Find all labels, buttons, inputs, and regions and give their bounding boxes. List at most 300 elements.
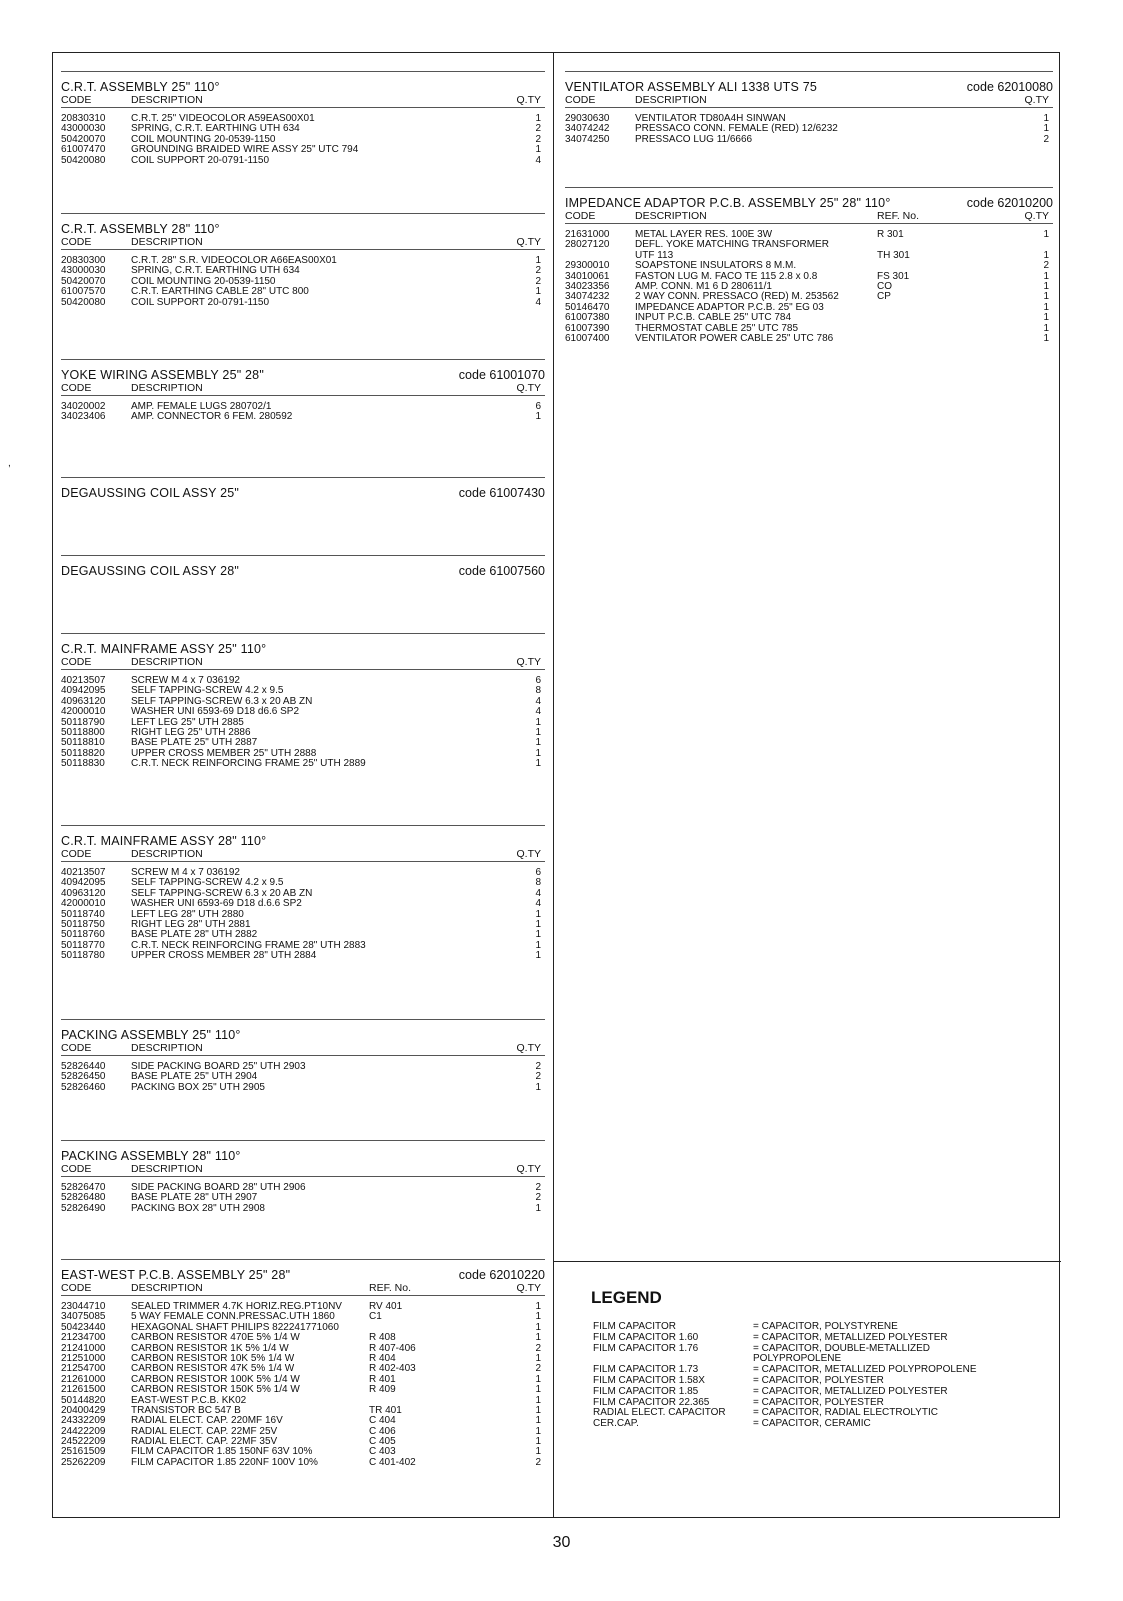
part-qty: 2 <box>535 1456 541 1468</box>
part-qty: 1 <box>535 1321 541 1333</box>
column-headers <box>61 848 545 862</box>
header-description: DESCRIPTION <box>635 210 707 222</box>
part-description: BASE PLATE 25" UTH 2887 <box>131 737 258 749</box>
legend-term: FILM CAPACITOR 1.76 <box>593 1342 699 1354</box>
part-code: 21261500 <box>61 1384 106 1396</box>
part-ref: C 405 <box>369 1436 396 1448</box>
legend-definition: = CAPACITOR, METALLIZED POLYESTER <box>753 1385 948 1397</box>
column-headers <box>61 236 545 250</box>
part-code: 40963120 <box>61 695 106 707</box>
part-code: 34010061 <box>565 270 610 282</box>
parts-section <box>61 1019 545 1093</box>
part-description: SPRING, C.R.T. EARTHING UTH 634 <box>131 265 300 277</box>
parts-section <box>61 1259 545 1468</box>
part-description: UTF 113 <box>635 249 674 261</box>
part-qty: 2 <box>535 133 541 145</box>
legend-entry <box>593 1333 1053 1344</box>
part-description: VENTILATOR TD80A4H SINWAN <box>635 113 786 124</box>
part-code: 40963120 <box>61 887 106 899</box>
part-description: 5 WAY FEMALE CONN.PRESSAC.UTH 1860 <box>131 1311 335 1323</box>
page-frame <box>52 52 1060 1518</box>
parts-section <box>61 1140 545 1214</box>
part-description: RADIAL ELECT. CAP. 22MF 35V <box>131 1436 278 1448</box>
header-description: DESCRIPTION <box>131 236 203 248</box>
section-header <box>61 222 545 236</box>
section-title: C.R.T. ASSEMBLY 28" 110° <box>61 222 220 236</box>
legend-term: FILM CAPACITOR 1.85 <box>593 1385 699 1397</box>
part-qty: 6 <box>535 867 541 878</box>
part-qty: 1 <box>535 737 541 749</box>
legend-definition: POLYPROPOLENE <box>753 1353 842 1365</box>
header-code: CODE <box>61 236 92 248</box>
parts-row <box>61 759 545 769</box>
part-code: 50118790 <box>61 716 105 728</box>
part-code: 52826460 <box>61 1081 106 1093</box>
legend-term: RADIAL ELECT. CAPACITOR <box>593 1407 726 1419</box>
part-qty: 2 <box>1043 133 1049 145</box>
section-rule <box>61 213 545 214</box>
part-qty: 2 <box>535 123 541 135</box>
part-qty: 1 <box>1043 113 1049 124</box>
part-description: CARBON RESISTOR 100K 5% 1/4 W <box>131 1373 300 1385</box>
section-rule <box>565 71 1053 72</box>
part-qty: 1 <box>535 1202 541 1214</box>
part-qty: 6 <box>535 675 541 686</box>
part-code: 34074232 <box>565 291 610 303</box>
part-code: 34074250 <box>565 133 610 145</box>
part-code: 25262209 <box>61 1456 106 1468</box>
part-qty: 1 <box>535 1332 541 1344</box>
parts-section <box>61 825 545 962</box>
parts-row <box>565 334 1053 344</box>
part-qty: 1 <box>1043 322 1049 334</box>
header-code: CODE <box>565 94 596 106</box>
part-code: 20830310 <box>61 113 106 124</box>
parts-row <box>61 145 545 155</box>
header-code: CODE <box>61 848 92 860</box>
part-qty: 4 <box>535 695 541 707</box>
legend-term: FILM CAPACITOR 1.58X <box>593 1374 705 1386</box>
header-ref: REF. No. <box>877 210 920 222</box>
part-description: BASE PLATE 25" UTH 2904 <box>131 1071 258 1083</box>
part-code: 61007570 <box>61 286 106 298</box>
part-description: PACKING BOX 28" UTH 2908 <box>131 1202 265 1214</box>
parts-list <box>61 868 545 962</box>
section-title: PACKING ASSEMBLY 28" 110° <box>61 1149 241 1163</box>
part-ref: R 401 <box>369 1373 396 1385</box>
part-code: 34023406 <box>61 411 106 423</box>
parts-list <box>61 256 545 308</box>
part-code: 20400429 <box>61 1404 106 1416</box>
part-qty: 8 <box>535 685 541 697</box>
part-qty: 1 <box>535 286 541 298</box>
part-code: 21254700 <box>61 1363 106 1375</box>
legend-term: FILM CAPACITOR <box>593 1321 676 1332</box>
legend-definition: = CAPACITOR, DOUBLE-METALLIZED <box>753 1342 930 1354</box>
part-code: 50420080 <box>61 154 106 166</box>
part-code: 40213507 <box>61 675 106 686</box>
part-code: 29030630 <box>565 113 610 124</box>
parts-section <box>61 555 545 578</box>
part-ref: CO <box>877 280 892 292</box>
part-qty: 1 <box>535 758 541 770</box>
part-ref: R 407-406 <box>369 1342 416 1354</box>
section-rule <box>61 1019 545 1020</box>
part-description: RADIAL ELECT. CAP. 22MF 25V <box>131 1425 278 1437</box>
parts-list <box>61 402 545 423</box>
part-ref: CP <box>877 291 891 303</box>
column-headers <box>61 1163 545 1177</box>
part-description: SELF TAPPING-SCREW 4.2 x 9.5 <box>131 877 284 889</box>
part-description: COIL MOUNTING 20-0539-1150 <box>131 133 276 145</box>
header-code: CODE <box>61 382 92 394</box>
part-qty: 1 <box>535 1404 541 1416</box>
header-description: DESCRIPTION <box>131 1042 203 1054</box>
part-description: CARBON RESISTOR 10K 5% 1/4 W <box>131 1352 295 1364</box>
part-code: 40213507 <box>61 867 106 878</box>
part-code: 61007470 <box>61 144 106 156</box>
part-ref: RV 401 <box>369 1301 403 1312</box>
part-code: 52826480 <box>61 1192 106 1204</box>
part-code: 50118820 <box>61 747 105 759</box>
section-title: YOKE WIRING ASSEMBLY 25" 28" <box>61 368 264 382</box>
section-header <box>61 1268 545 1282</box>
part-description: C.R.T. NECK REINFORCING FRAME 28" UTH 2883 <box>131 939 366 951</box>
legend-entry <box>593 1419 1053 1430</box>
section-code: code 62010200 <box>966 196 1053 210</box>
part-description: COIL MOUNTING 20-0539-1150 <box>131 275 276 287</box>
header-qty: Q.TY <box>516 1163 541 1175</box>
part-description: DEFL. YOKE MATCHING TRANSFORMER <box>635 239 829 251</box>
parts-row <box>61 1458 545 1468</box>
part-code: 61007380 <box>565 312 610 324</box>
part-qty: 1 <box>535 918 541 930</box>
part-description: FILM CAPACITOR 1.85 150NF 63V 10% <box>131 1446 313 1458</box>
part-qty: 1 <box>1043 280 1049 292</box>
part-qty: 1 <box>535 113 541 124</box>
part-qty: 1 <box>535 255 541 266</box>
part-code: 21261000 <box>61 1373 106 1385</box>
part-code: 50420070 <box>61 133 106 145</box>
part-description: C.R.T. 25" VIDEOCOLOR A59EAS00X01 <box>131 113 315 124</box>
part-description: SELF TAPPING-SCREW 6.3 x 20 AB ZN <box>131 695 313 707</box>
part-qty: 2 <box>535 1363 541 1375</box>
part-qty: 4 <box>535 706 541 718</box>
part-description: AMP. CONNECTOR 6 FEM. 280592 <box>131 411 293 423</box>
part-qty: 2 <box>535 1061 541 1072</box>
part-code: 42000010 <box>61 898 106 910</box>
part-qty: 4 <box>535 887 541 899</box>
part-description: LEFT LEG 25" UTH 2885 <box>131 716 244 728</box>
part-code: 34075085 <box>61 1311 106 1323</box>
part-ref: R 409 <box>369 1384 396 1396</box>
part-description: HEXAGONAL SHAFT PHILIPS 822241771060 <box>131 1321 339 1333</box>
part-qty: 1 <box>535 929 541 941</box>
section-code: code 62010080 <box>966 80 1053 94</box>
part-qty: 1 <box>535 1301 541 1312</box>
legend-entry <box>593 1387 1053 1398</box>
part-code: 23044710 <box>61 1301 106 1312</box>
part-qty: 2 <box>535 1342 541 1354</box>
part-qty: 4 <box>535 898 541 910</box>
section-header <box>61 564 545 578</box>
part-ref: FS 301 <box>877 270 910 282</box>
section-header <box>61 80 545 94</box>
part-qty: 2 <box>535 275 541 287</box>
parts-list <box>565 230 1053 344</box>
parts-section <box>61 71 545 166</box>
section-title: PACKING ASSEMBLY 25" 110° <box>61 1028 241 1042</box>
part-qty: 4 <box>535 296 541 308</box>
parts-section <box>565 187 1053 344</box>
part-qty: 1 <box>1043 270 1049 282</box>
part-description: SELF TAPPING-SCREW 4.2 x 9.5 <box>131 685 284 697</box>
part-qty: 1 <box>1043 312 1049 324</box>
section-code: code 61001070 <box>458 368 545 382</box>
parts-list <box>61 676 545 770</box>
part-qty: 1 <box>535 939 541 951</box>
part-code: 42000010 <box>61 706 106 718</box>
section-rule <box>565 187 1053 188</box>
header-qty: Q.TY <box>1024 94 1049 106</box>
part-code: 20830300 <box>61 255 106 266</box>
part-description: RADIAL ELECT. CAP. 220MF 16V <box>131 1415 283 1427</box>
column-headers <box>61 1282 545 1296</box>
column-headers <box>565 210 1053 224</box>
parts-row <box>61 1385 545 1395</box>
section-header <box>61 486 545 500</box>
header-qty: Q.TY <box>516 1282 541 1294</box>
legend-definition: = CAPACITOR, POLYESTER <box>753 1374 884 1386</box>
part-qty: 1 <box>1043 123 1049 135</box>
part-qty: 1 <box>535 1352 541 1364</box>
part-code: 61007390 <box>565 322 610 334</box>
part-ref: TH 301 <box>877 249 910 261</box>
part-description: SCREW M 4 x 7 036192 <box>131 675 240 686</box>
part-code: 50118750 <box>61 918 105 930</box>
section-header <box>565 196 1053 210</box>
header-description: DESCRIPTION <box>131 848 203 860</box>
part-description: UPPER CROSS MEMBER 25" UTH 2888 <box>131 747 317 759</box>
part-qty: 1 <box>1043 229 1049 240</box>
header-qty: Q.TY <box>516 1042 541 1054</box>
legend-definition: = CAPACITOR, METALLIZED POLYPROPOLENE <box>753 1364 977 1376</box>
part-code: 50118770 <box>61 939 105 951</box>
part-description: C.R.T. NECK REINFORCING FRAME 25" UTH 2889 <box>131 758 366 770</box>
part-qty: 1 <box>535 1415 541 1427</box>
part-description: INPUT P.C.B. CABLE 25" UTC 784 <box>635 312 792 324</box>
part-code: 40942095 <box>61 877 106 889</box>
header-code: CODE <box>61 656 92 668</box>
part-description: AMP. CONN. M1 6 D 280611/1 <box>635 280 772 292</box>
header-ref: REF. No. <box>369 1282 412 1294</box>
part-qty: 1 <box>1043 301 1049 313</box>
header-code: CODE <box>61 1282 92 1294</box>
part-ref: C 404 <box>369 1415 396 1427</box>
part-code: 24522209 <box>61 1436 106 1448</box>
section-header <box>61 834 545 848</box>
part-description: EAST-WEST P.C.B. KK02 <box>131 1394 247 1406</box>
part-code: 52826440 <box>61 1061 106 1072</box>
legend-term: FILM CAPACITOR 22.365 <box>593 1396 710 1408</box>
part-code: 21241000 <box>61 1342 106 1354</box>
section-header <box>565 80 1053 94</box>
part-description: GROUNDING BRAIDED WIRE ASSY 25" UTC 794 <box>131 144 359 156</box>
legend-definition: = CAPACITOR, POLYESTER <box>753 1396 884 1408</box>
part-qty: 6 <box>535 401 541 412</box>
parts-row <box>61 1333 545 1343</box>
header-qty: Q.TY <box>516 94 541 106</box>
part-code: 28027120 <box>565 239 610 251</box>
part-code: 43000030 <box>61 265 106 277</box>
part-code: 21251000 <box>61 1352 106 1364</box>
part-qty: 1 <box>535 1373 541 1385</box>
section-title: VENTILATOR ASSEMBLY ALI 1338 UTS 75 <box>565 80 818 94</box>
parts-row <box>565 313 1053 323</box>
parts-row <box>61 156 545 166</box>
part-qty: 2 <box>535 1071 541 1083</box>
header-description: DESCRIPTION <box>131 656 203 668</box>
parts-section <box>61 359 545 423</box>
part-qty: 1 <box>1043 291 1049 303</box>
part-code: 50118760 <box>61 929 105 941</box>
parts-section <box>61 477 545 500</box>
part-qty: 2 <box>1043 260 1049 272</box>
part-code: 50118800 <box>61 726 105 738</box>
part-description: VENTILATOR POWER CABLE 25" UTC 786 <box>635 332 834 344</box>
part-code: 50118810 <box>61 737 105 749</box>
part-description: SIDE PACKING BOARD 25" UTH 2903 <box>131 1061 306 1072</box>
part-qty: 1 <box>535 950 541 962</box>
parts-list <box>61 114 545 166</box>
part-description: 2 WAY CONN. PRESSACO (RED) M. 253562 <box>635 291 839 303</box>
section-code: code 61007560 <box>458 564 545 578</box>
part-code: 24332209 <box>61 1415 106 1427</box>
part-qty: 1 <box>535 908 541 920</box>
part-code: 34023356 <box>565 280 610 292</box>
column-headers <box>61 382 545 396</box>
part-ref: R 408 <box>369 1332 396 1344</box>
part-code: 43000030 <box>61 123 106 135</box>
section-title: EAST-WEST P.C.B. ASSEMBLY 25" 28" <box>61 1268 291 1282</box>
legend-definition: = CAPACITOR, POLYSTYRENE <box>753 1321 898 1332</box>
part-code: 50118740 <box>61 908 105 920</box>
part-qty: 2 <box>535 265 541 277</box>
part-code: 21234700 <box>61 1332 106 1344</box>
part-qty: 1 <box>535 1384 541 1396</box>
section-code: code 61007430 <box>458 486 545 500</box>
part-description: RIGHT LEG 28" UTH 2881 <box>131 918 251 930</box>
part-code: 25161509 <box>61 1446 106 1458</box>
parts-row <box>61 899 545 909</box>
section-rule <box>61 359 545 360</box>
legend-definition: = CAPACITOR, RADIAL ELECTROLYTIC <box>753 1407 938 1419</box>
part-qty: 1 <box>535 144 541 156</box>
parts-row <box>61 1083 545 1093</box>
part-code: 52826450 <box>61 1071 106 1083</box>
legend-list <box>593 1322 1053 1430</box>
section-title: C.R.T. MAINFRAME ASSY 25" 110° <box>61 642 267 656</box>
part-qty: 1 <box>535 1311 541 1323</box>
part-description: AMP. FEMALE LUGS 280702/1 <box>131 401 272 412</box>
parts-row <box>61 1204 545 1214</box>
part-qty: 1 <box>535 716 541 728</box>
part-code: 50146470 <box>565 301 610 313</box>
part-code: 50144820 <box>61 1394 106 1406</box>
part-description: PRESSACO LUG 11/6666 <box>635 133 753 145</box>
part-ref: C 406 <box>369 1425 396 1437</box>
section-rule <box>61 1140 545 1141</box>
part-qty: 4 <box>535 154 541 166</box>
legend-term: FILM CAPACITOR 1.73 <box>593 1364 699 1376</box>
parts-row <box>61 707 545 717</box>
part-description: SPRING, C.R.T. EARTHING UTH 634 <box>131 123 300 135</box>
header-qty: Q.TY <box>516 236 541 248</box>
part-description: IMPEDANCE ADAPTOR P.C.B. 25" EG 03 <box>635 301 824 313</box>
legend-definition: = CAPACITOR, CERAMIC <box>753 1418 871 1430</box>
parts-row <box>565 261 1053 271</box>
section-header <box>61 1028 545 1042</box>
part-description: SELF TAPPING-SCREW 6.3 x 20 AB ZN <box>131 887 313 899</box>
part-code: 21631000 <box>565 229 610 240</box>
parts-section <box>61 213 545 308</box>
part-description: RIGHT LEG 25" UTH 2886 <box>131 726 251 738</box>
section-title: C.R.T. MAINFRAME ASSY 28" 110° <box>61 834 267 848</box>
part-description: THERMOSTAT CABLE 25" UTC 785 <box>635 322 799 334</box>
section-header <box>61 368 545 382</box>
section-rule <box>61 825 545 826</box>
page-number: 30 <box>552 1534 571 1551</box>
part-qty: 1 <box>535 1425 541 1437</box>
part-ref: C 403 <box>369 1446 396 1458</box>
part-description: COIL SUPPORT 20-0791-1150 <box>131 154 270 166</box>
parts-row <box>61 298 545 308</box>
part-code: 50423440 <box>61 1321 106 1333</box>
parts-list <box>565 114 1053 145</box>
part-code: 52826470 <box>61 1182 106 1193</box>
part-code: 50420080 <box>61 296 106 308</box>
header-code: CODE <box>61 94 92 106</box>
column-headers <box>61 1042 545 1056</box>
part-qty: 1 <box>535 747 541 759</box>
part-description: CARBON RESISTOR 47K 5% 1/4 W <box>131 1363 295 1375</box>
part-code: 24422209 <box>61 1425 106 1437</box>
part-description: BASE PLATE 28" UTH 2907 <box>131 1192 258 1204</box>
header-qty: Q.TY <box>1024 210 1049 222</box>
part-code: 29300010 <box>565 260 610 272</box>
header-description: DESCRIPTION <box>131 94 203 106</box>
part-description: BASE PLATE 28" UTH 2882 <box>131 929 258 941</box>
part-qty: 1 <box>535 1436 541 1448</box>
part-qty: 1 <box>1043 249 1049 261</box>
part-description: C.R.T. EARTHING CABLE 28" UTC 800 <box>131 286 309 298</box>
section-header <box>61 1149 545 1163</box>
section-code: code 62010220 <box>458 1268 545 1282</box>
column-headers <box>61 656 545 670</box>
part-code: 50118830 <box>61 758 105 770</box>
part-description: LEFT LEG 28" UTH 2880 <box>131 908 244 920</box>
part-description: SIDE PACKING BOARD 28" UTH 2906 <box>131 1182 306 1193</box>
section-rule <box>61 477 545 478</box>
section-rule <box>61 71 545 72</box>
part-qty: 1 <box>535 1394 541 1406</box>
section-title: C.R.T. ASSEMBLY 25" 110° <box>61 80 220 94</box>
parts-list <box>61 1302 545 1468</box>
part-code: 34020002 <box>61 401 106 412</box>
parts-list <box>61 1062 545 1093</box>
part-ref: C 401-402 <box>369 1456 416 1468</box>
part-qty: 1 <box>1043 332 1049 344</box>
